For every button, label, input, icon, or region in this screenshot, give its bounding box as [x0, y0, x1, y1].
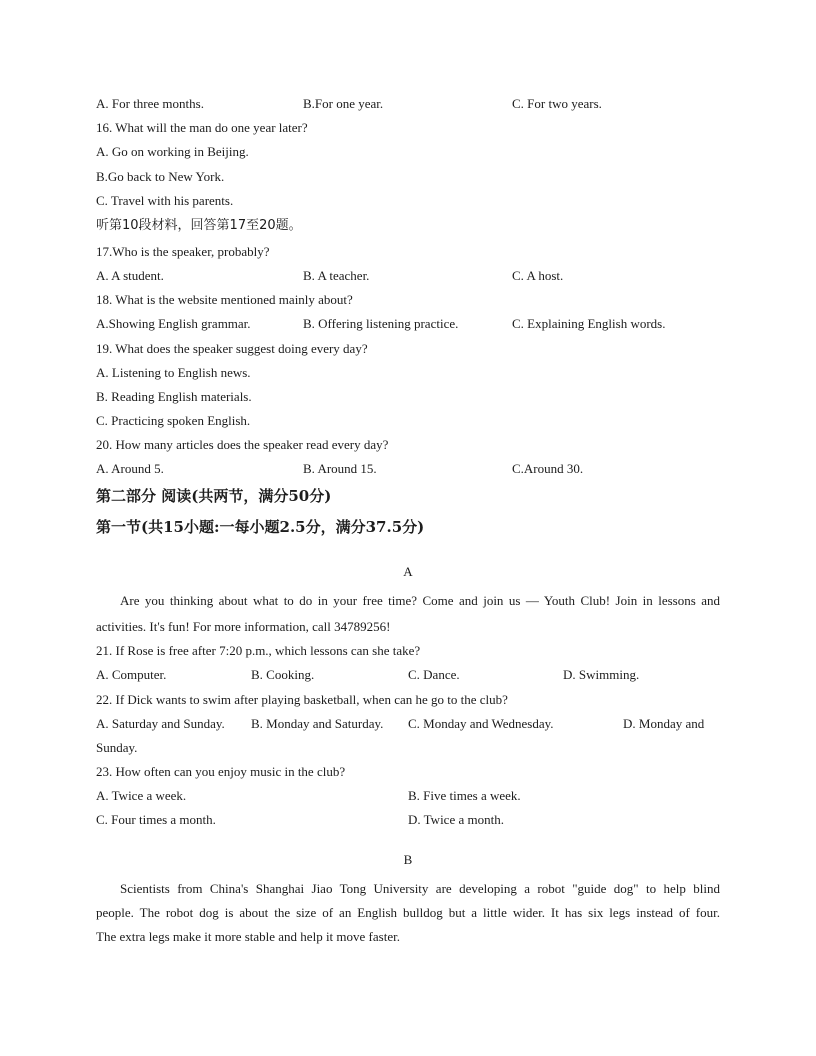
q19-option-a: A. Listening to English news.	[96, 365, 251, 380]
passage-a-line: Are you thinking about what to do in your free time? Come and join us — Youth Club! Join in lessons and	[120, 593, 720, 608]
passage-a-line: activities. It's fun! For more information, call 34789256!	[96, 619, 391, 634]
q15-option-c: C. For two years.	[512, 96, 602, 111]
part-two-heading: 第二部分 阅读(共两节，满分50分)	[96, 487, 332, 505]
q20-stem: 20. How many articles does the speaker read every day?	[96, 437, 389, 452]
passage-a-label: A	[403, 564, 413, 579]
q17-option-b: B. A teacher.	[303, 268, 370, 283]
q22-option-c: C. Monday and Wednesday.	[408, 716, 554, 731]
listening-instruction: 听第10段材料，回答第17至20题。	[96, 218, 302, 233]
q21-option-b: B. Cooking.	[251, 667, 315, 682]
q23-option-c: C. Four times a month.	[96, 812, 216, 827]
q19-stem: 19. What does the speaker suggest doing every day?	[96, 341, 368, 356]
q23-stem: 23. How often can you enjoy music in the club?	[96, 764, 346, 779]
section-one-heading: 第一节(共15小题:一每小题2.5分，满分37.5分)	[96, 518, 425, 536]
passage-b-line: people. The robot dog is about the size of an English bulldog but a little wider. It has six legs instead of four.	[96, 905, 720, 920]
q16-option-c: C. Travel with his parents.	[96, 193, 234, 208]
q18-option-c: C. Explaining English words.	[512, 316, 666, 331]
q15-option-b: B.For one year.	[303, 96, 384, 111]
q15-option-a: A. For three months.	[96, 96, 204, 111]
passage-b-label: B	[403, 852, 413, 867]
q21-stem: 21. If Rose is free after 7:20 p.m., which lessons can she take?	[96, 643, 421, 658]
q22-option-a: A. Saturday and Sunday.	[96, 716, 225, 731]
q22-option-d-continued: Sunday.	[96, 740, 138, 755]
q20-option-c: C.Around 30.	[512, 461, 584, 476]
q18-stem: 18. What is the website mentioned mainly about?	[96, 292, 353, 307]
q19-option-c: C. Practicing spoken English.	[96, 413, 251, 428]
q18-option-b: B. Offering listening practice.	[303, 316, 459, 331]
q23-option-a: A. Twice a week.	[96, 788, 187, 803]
q21-option-a: A. Computer.	[96, 667, 167, 682]
q22-option-d: D. Monday and	[623, 716, 705, 731]
q20-option-a: A. Around 5.	[96, 461, 164, 476]
q20-option-b: B. Around 15.	[303, 461, 377, 476]
q21-option-d: D. Swimming.	[563, 667, 640, 682]
q16-option-a: A. Go on working in Beijing.	[96, 144, 249, 159]
q22-stem: 22. If Dick wants to swim after playing basketball, when can he go to the club?	[96, 692, 508, 707]
q17-option-a: A. A student.	[96, 268, 164, 283]
q16-option-b: B.Go back to New York.	[96, 169, 225, 184]
passage-b-line: Scientists from China's Shanghai Jiao Tong University are developing a robot "guide dog" to help blind	[120, 881, 720, 896]
q17-stem: 17.Who is the speaker, probably?	[96, 244, 270, 259]
q22-option-b: B. Monday and Saturday.	[251, 716, 384, 731]
q23-option-b: B. Five times a week.	[408, 788, 521, 803]
q19-option-b: B. Reading English materials.	[96, 389, 252, 404]
q17-option-c: C. A host.	[512, 268, 564, 283]
q18-option-a: A.Showing English grammar.	[96, 316, 251, 331]
passage-b-line: The extra legs make it more stable and help it move faster.	[96, 929, 400, 944]
q21-option-c: C. Dance.	[408, 667, 460, 682]
q16-stem: 16. What will the man do one year later?	[96, 120, 308, 135]
q23-option-d: D. Twice a month.	[408, 812, 504, 827]
